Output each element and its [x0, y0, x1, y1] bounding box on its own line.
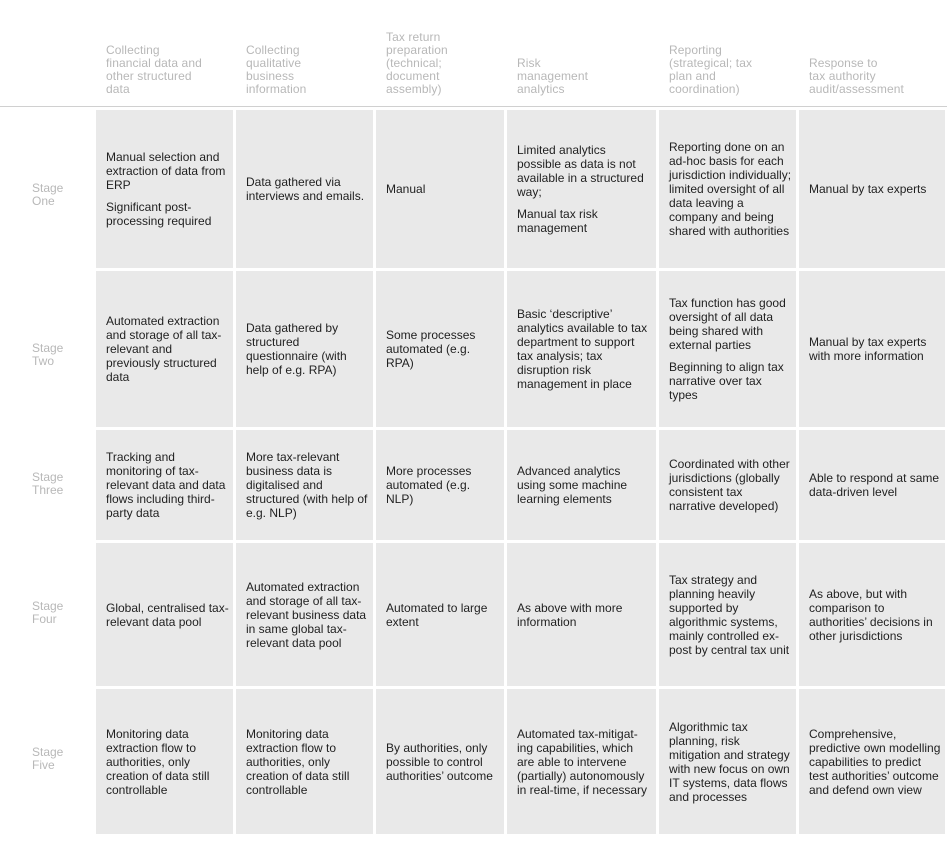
table-cell	[507, 110, 656, 268]
table-cell	[96, 271, 233, 427]
cell-text: Able to respond at same data-driven level	[809, 471, 940, 499]
table-cell	[507, 430, 656, 540]
cell-text: Some processes automated (e.g. RPA)	[386, 328, 476, 370]
cell-text: Monitoring data extraction flow to authorities, only creation of data still controllable	[246, 726, 350, 797]
table-cell	[96, 543, 233, 686]
column-header: Reporting (strategical; tax plan and coordination)	[669, 43, 753, 96]
cell-text: Manual tax risk management	[517, 207, 598, 235]
table-cell	[799, 430, 945, 540]
cell-text: Tax function has good oversight of all data being shared with external parties	[669, 296, 786, 352]
table-cell	[799, 271, 945, 427]
cell-text: Automated tax-mitigat-ing capabilities, which are able to intervene (partially) autonomously in real-time, if necessary	[517, 726, 648, 797]
stage-label: Stage Four	[32, 599, 64, 626]
table-cell	[799, 689, 945, 834]
cell-text: Tracking and monitoring of tax-relevant data and data flows including third-party data	[106, 450, 226, 520]
table-cell	[507, 689, 656, 834]
cell-text: Tax strategy and planning heavily supported by algorithmic systems, mainly controlled ex-post by central tax unit	[669, 572, 790, 657]
table-cell	[507, 271, 656, 427]
table-cell	[96, 689, 233, 834]
stage-label: Stage Three	[32, 470, 64, 497]
column-header: Risk management analytics	[517, 56, 589, 96]
cell-text: By authorities, only possible to control authorities’ outcome	[386, 740, 493, 783]
cell-text: Automated to large extent	[386, 600, 488, 629]
cell-text: As above, but with comparison to authorities’ decisions in other jurisdictions	[809, 586, 933, 643]
column-header: Tax return preparation (technical; document assembly)	[386, 30, 448, 96]
header-row	[0, 0, 947, 106]
column-header: Response to tax authority audit/assessment	[809, 56, 904, 96]
table-cell	[507, 543, 656, 686]
cell-text: Manual by tax experts	[809, 182, 927, 196]
cell-text: Beginning to align tax narrative over tax types	[669, 360, 784, 402]
cell-text: Reporting done on an ad-hoc basis for each jurisdiction individually; limited oversight of all data leaving a company and being shared with authorities	[669, 140, 792, 238]
cell-text: Monitoring data extraction flow to authorities, only creation of data still controllable	[106, 726, 210, 797]
table-cell	[659, 689, 796, 834]
cell-text: Automated extraction and storage of all tax-relevant and previously structured data	[106, 314, 222, 384]
cell-text: As above with more information	[517, 600, 623, 629]
cell-text: Basic ‘descriptive’ analytics available to tax department to support tax analysis; tax disruption risk management in place	[517, 307, 648, 391]
cell-text: Coordinated with other jurisdictions (globally consistent tax narrative developed)	[669, 457, 790, 513]
table-cell	[236, 543, 373, 686]
table-cell	[659, 430, 796, 540]
stage-label: Stage Two	[32, 341, 64, 368]
cell-text: Advanced analytics using some machine learning elements	[517, 464, 628, 506]
table-cell	[799, 543, 945, 686]
cell-text: Manual selection and extraction of data from ERP	[106, 150, 226, 192]
cell-text: Data gathered by structured questionnaire (with help of e.g. RPA)	[246, 321, 347, 377]
table-cell	[376, 271, 504, 427]
cell-text: Manual	[386, 182, 426, 196]
cell-text: Algorithmic tax planning, risk mitigation and strategy with new focus on own IT systems, data flows and processes	[669, 719, 790, 804]
stage-label: Stage Five	[32, 745, 64, 772]
table-cell	[376, 110, 504, 268]
table-cell	[96, 110, 233, 268]
column-header: Collecting financial data and other structured data	[106, 43, 202, 96]
cell-text: More processes automated (e.g. NLP)	[386, 464, 472, 506]
column-header: Collecting qualitative business information	[246, 43, 307, 96]
cell-text: Global, centralised tax-relevant data pool	[106, 600, 229, 629]
table-cell	[376, 543, 504, 686]
table-cell	[236, 430, 373, 540]
table-cell	[96, 430, 233, 540]
cell-text: Limited analytics possible as data is not available in a structured way;	[517, 143, 644, 199]
stage-label: Stage One	[32, 181, 64, 208]
table-cell	[659, 110, 796, 268]
table-cell	[236, 271, 373, 427]
table-cell	[799, 110, 945, 268]
table-cell	[236, 110, 373, 268]
cell-text: Comprehensive, predictive own modelling capabilities to predict test authorities’ outcome and defend own view	[809, 726, 941, 797]
table-cell	[376, 430, 504, 540]
table-cell	[376, 689, 504, 834]
cell-text: Significant post-processing required	[106, 200, 212, 228]
header-divider	[0, 106, 947, 107]
cell-text: More tax-relevant business data is digitalised and structured (with help of e.g. NLP)	[246, 450, 368, 520]
cell-text: Manual by tax experts with more information	[809, 335, 927, 363]
table-cell	[659, 543, 796, 686]
table-cell	[659, 271, 796, 427]
cell-text: Automated extraction and storage of all tax-relevant business data in same global tax-relevant data pool	[246, 579, 367, 650]
table-cell	[236, 689, 373, 834]
cell-text: Data gathered via interviews and emails.	[246, 175, 365, 203]
